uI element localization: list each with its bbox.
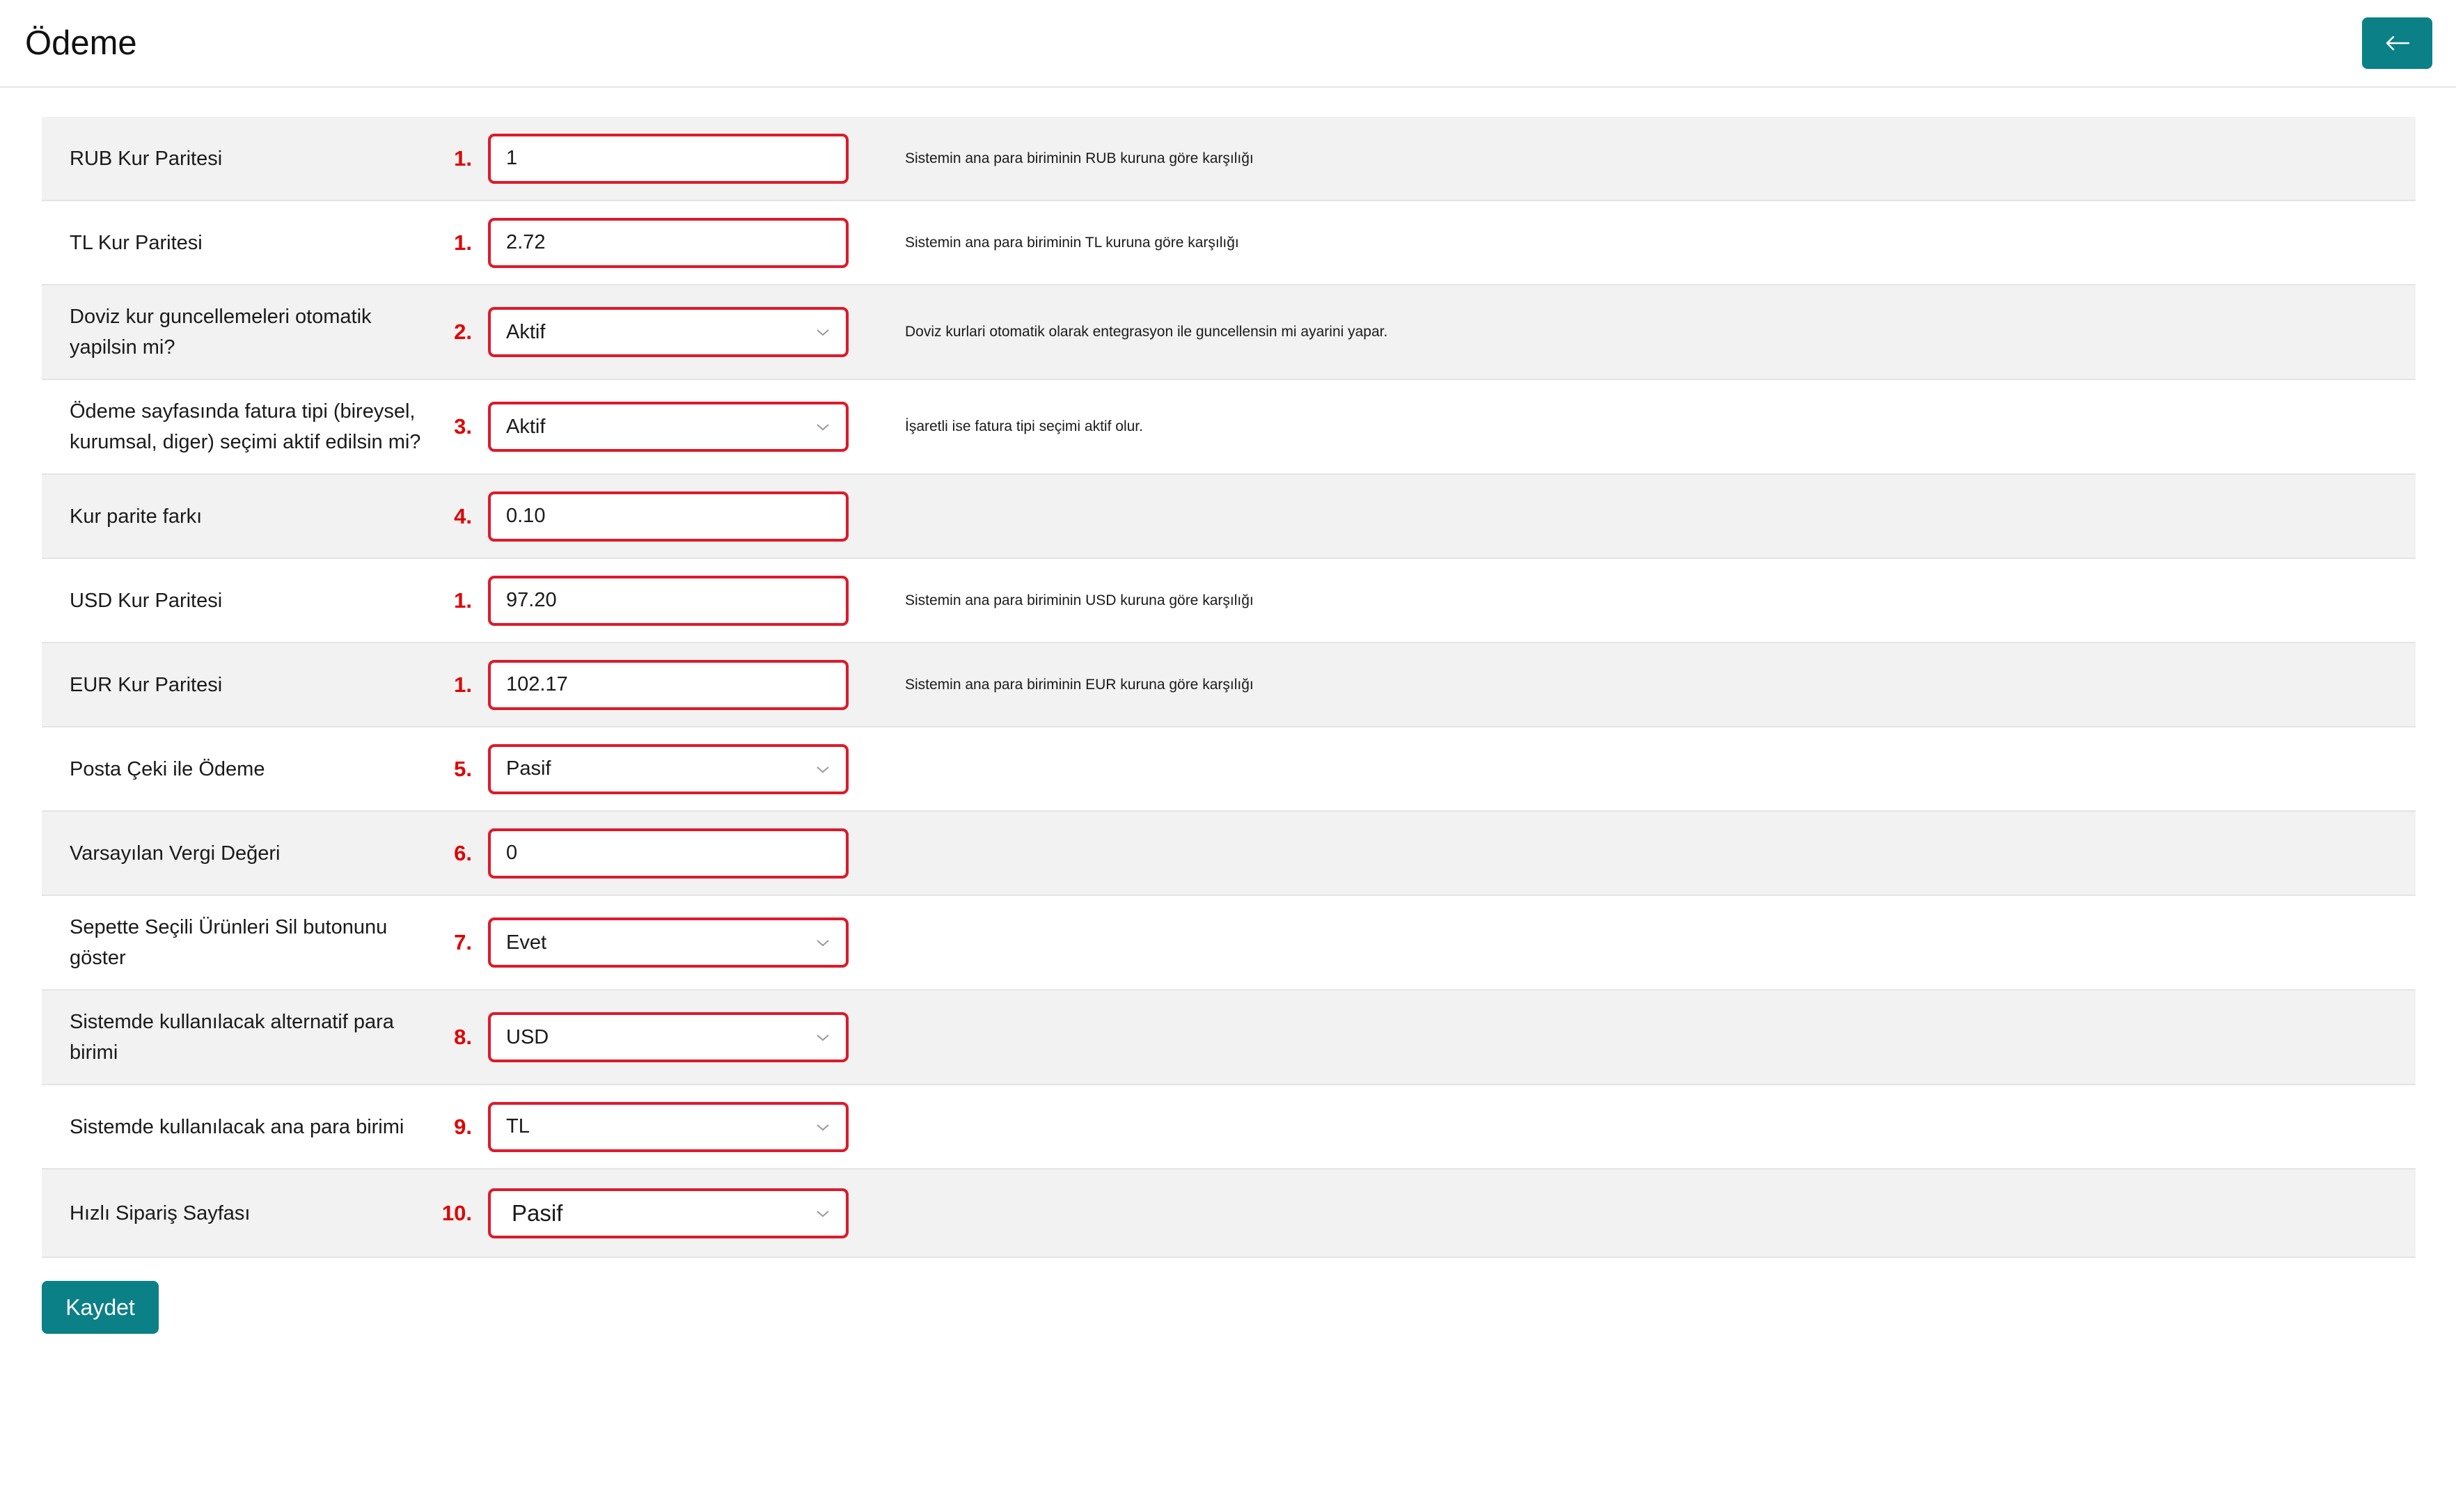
row-number: 1. (454, 145, 472, 171)
eur-rate-input[interactable] (488, 660, 849, 710)
setting-help: Sistemin ana para biriminin USD kuruna göre karşılığı (905, 592, 1254, 608)
select-value: Aktif (506, 415, 546, 438)
postal-check-select[interactable] (488, 744, 849, 794)
select-value: USD (506, 1025, 549, 1048)
tl-rate-input[interactable] (488, 218, 849, 268)
alternative-currency-select[interactable] (488, 1012, 849, 1062)
setting-help: Doviz kurlari otomatik olarak entegrasyon ile guncellensin mi ayarini yapar. (905, 324, 1388, 340)
setting-label: Posta Çeki ile Ödeme (70, 757, 265, 780)
invoice-type-select[interactable] (488, 402, 849, 452)
setting-label: EUR Kur Paritesi (70, 673, 223, 696)
setting-help: Sistemin ana para biriminin EUR kuruna göre karşılığı (905, 676, 1254, 693)
setting-row-main-currency (42, 1085, 2416, 1170)
row-number: 1. (454, 672, 472, 697)
setting-help: Sistemin ana para biriminin RUB kuruna göre karşılığı (905, 150, 1254, 166)
setting-row-rate-difference (42, 475, 2416, 559)
quick-order-page-select[interactable] (488, 1188, 849, 1238)
arrow-left-icon (2385, 35, 2410, 52)
select-value: Evet (506, 931, 547, 954)
chevron-down-icon (815, 1122, 831, 1132)
main-currency-select[interactable] (488, 1102, 849, 1152)
setting-row-quick-order-page (42, 1170, 2416, 1258)
setting-label: Sistemde kullanılacak alternatif para birimi (70, 1011, 394, 1064)
setting-label: Sistemde kullanılacak ana para birimi (70, 1115, 404, 1138)
chevron-down-icon (815, 938, 831, 947)
setting-row-auto-currency-update (42, 285, 2416, 380)
page-title: Ödeme (25, 24, 137, 62)
row-number: 1. (454, 230, 472, 255)
select-value: TL (506, 1115, 530, 1137)
setting-label: Ödeme sayfasında fatura tipi (bireysel, kurumsal, diger) seçimi aktif edilsin mi? (70, 400, 421, 453)
save-button[interactable]: Kaydet (42, 1281, 159, 1334)
select-value: Aktif (506, 320, 546, 343)
chevron-down-icon (815, 764, 831, 774)
row-number: 7. (454, 930, 472, 954)
setting-row-default-tax (42, 812, 2416, 896)
row-number: 5. (454, 756, 472, 781)
row-number: 10. (441, 1200, 472, 1225)
row-number: 3. (454, 414, 472, 439)
setting-help: Sistemin ana para biriminin TL kuruna göre karşılığı (905, 234, 1239, 251)
setting-label: RUB Kur Paritesi (70, 147, 223, 170)
chevron-down-icon (815, 1032, 831, 1042)
page-header (0, 0, 2456, 88)
chevron-down-icon (815, 327, 831, 337)
setting-row-usd-rate (42, 559, 2416, 643)
chevron-down-icon (815, 1208, 831, 1218)
default-tax-input[interactable] (488, 828, 849, 879)
back-button[interactable] (2362, 17, 2432, 69)
row-number: 4. (454, 503, 472, 528)
rub-rate-input[interactable] (488, 134, 849, 184)
setting-help: İşaretli ise fatura tipi seçimi aktif olur. (905, 418, 1143, 434)
row-number: 6. (454, 840, 472, 865)
setting-label: USD Kur Paritesi (70, 589, 223, 612)
setting-row-invoice-type (42, 380, 2416, 475)
cart-delete-button-select[interactable] (488, 918, 849, 968)
setting-row-tl-rate (42, 201, 2416, 285)
setting-label: Varsayılan Vergi Değeri (70, 842, 281, 865)
setting-row-alternative-currency (42, 991, 2416, 1085)
select-value: Pasif (512, 1199, 563, 1226)
row-number: 8. (454, 1025, 472, 1049)
row-number: 1. (454, 588, 472, 613)
setting-label: Hızlı Sipariş Sayfası (70, 1202, 251, 1224)
setting-row-rub-rate (42, 117, 2416, 201)
setting-row-eur-rate (42, 643, 2416, 727)
setting-label: TL Kur Paritesi (70, 231, 203, 254)
setting-row-cart-delete-button (42, 896, 2416, 991)
setting-row-postal-check (42, 727, 2416, 812)
row-number: 2. (454, 320, 472, 344)
usd-rate-input[interactable] (488, 576, 849, 626)
chevron-down-icon (815, 422, 831, 432)
settings-form (42, 117, 2416, 1258)
auto-currency-update-select[interactable] (488, 307, 849, 357)
setting-label: Sepette Seçili Ürünleri Sil butonunu göster (70, 916, 388, 969)
select-value: Pasif (506, 757, 551, 780)
rate-difference-input[interactable] (488, 491, 849, 542)
setting-label: Kur parite farkı (70, 505, 203, 528)
row-number: 9. (454, 1114, 472, 1139)
setting-label: Doviz kur guncellemeleri otomatik yapilsin mi? (70, 306, 372, 359)
